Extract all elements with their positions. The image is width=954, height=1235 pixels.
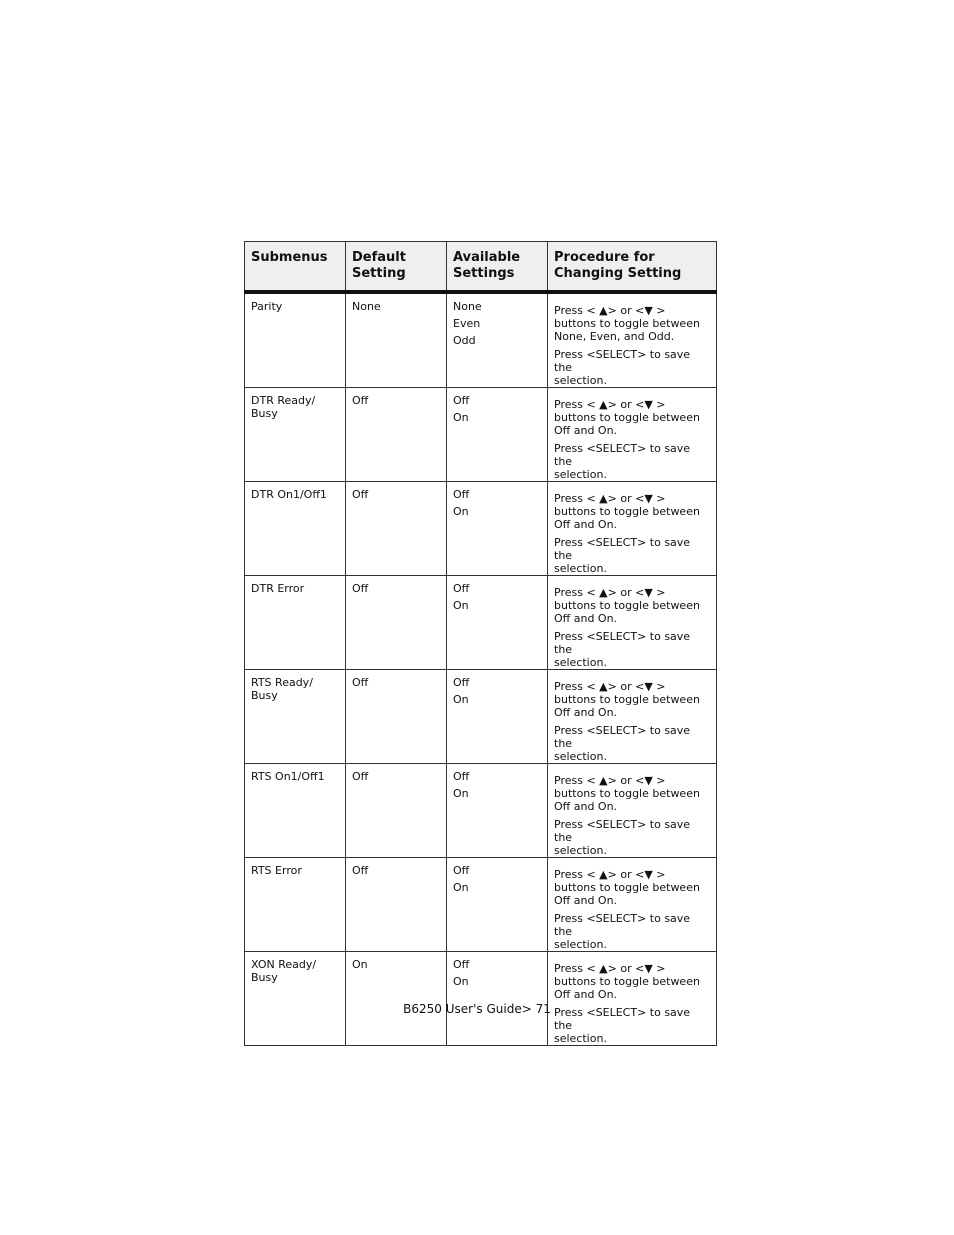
procedure-press-line: Press < ▲> or <▼ > <box>554 961 666 975</box>
default-setting-cell <box>346 292 447 388</box>
procedure-toggle-text: buttons to toggle between <box>554 974 700 988</box>
submenu-cell <box>245 951 346 1045</box>
procedure-press-line: Press < ▲> or <▼ > <box>554 303 666 317</box>
up-arrow-icon: ▲ <box>599 491 608 505</box>
table-row <box>245 669 717 763</box>
table-row <box>245 481 717 575</box>
submenu-cell <box>245 763 346 857</box>
available-option <box>453 710 541 727</box>
procedure-cell <box>548 575 717 669</box>
down-arrow-icon: ▼ <box>644 491 653 505</box>
submenu-name-cont: Busy <box>251 688 278 702</box>
default-setting-cell <box>346 763 447 857</box>
available-option <box>453 898 541 915</box>
available-option: Off <box>453 393 470 407</box>
default-setting-cell <box>346 387 447 481</box>
procedure-toggle-text: buttons to toggle between <box>554 504 700 518</box>
table-row <box>245 575 717 669</box>
submenu-name: XON Ready/ <box>251 957 317 971</box>
submenu-cell <box>245 575 346 669</box>
submenu-cell <box>245 481 346 575</box>
submenu-name: DTR Ready/ <box>251 393 316 407</box>
available-option <box>453 616 541 633</box>
default-value: Off <box>352 863 369 877</box>
available-option <box>453 522 541 539</box>
available-option: Off <box>453 957 470 971</box>
available-settings-cell <box>447 387 548 481</box>
up-arrow-icon: ▲ <box>599 679 608 693</box>
procedure-options-text: Off and On. <box>554 799 618 813</box>
available-option: On <box>453 974 469 988</box>
procedure-save-text: Press <SELECT> to save the selection. <box>554 535 691 575</box>
procedure-press-line: Press < ▲> or <▼ > <box>554 491 666 505</box>
procedure-cell <box>548 763 717 857</box>
available-option: On <box>453 692 469 706</box>
header-submenus: Submenus <box>245 242 346 292</box>
default-value: Off <box>352 675 369 689</box>
up-arrow-icon: ▲ <box>599 867 608 881</box>
up-arrow-icon: ▲ <box>599 961 608 975</box>
procedure-save-text: Press <SELECT> to save the selection. <box>554 911 691 951</box>
procedure-press-line: Press < ▲> or <▼ > <box>554 679 666 693</box>
down-arrow-icon: ▼ <box>644 867 653 881</box>
table-header <box>245 242 717 292</box>
available-settings-cell <box>447 292 548 388</box>
down-arrow-icon: ▼ <box>644 961 653 975</box>
available-settings-cell <box>447 481 548 575</box>
procedure-toggle-text: buttons to toggle between <box>554 598 700 612</box>
procedure-cell <box>548 669 717 763</box>
procedure-toggle-text: buttons to toggle between <box>554 692 700 706</box>
procedure-options-text: Off and On. <box>554 987 618 1001</box>
available-option: On <box>453 598 469 612</box>
procedure-options-text: Off and On. <box>554 611 618 625</box>
default-setting-cell <box>346 951 447 1045</box>
submenu-cell <box>245 292 346 388</box>
available-settings-cell <box>447 763 548 857</box>
header-procedure: Procedure for Changing Setting <box>548 242 717 292</box>
down-arrow-icon: ▼ <box>644 679 653 693</box>
default-value: Off <box>352 487 369 501</box>
procedure-toggle-text: buttons to toggle between <box>554 880 700 894</box>
available-option: On <box>453 504 469 518</box>
submenu-name: DTR On1/Off1 <box>251 487 327 501</box>
procedure-toggle-text: buttons to toggle between <box>554 316 700 330</box>
default-value: Off <box>352 393 369 407</box>
available-option: On <box>453 410 469 424</box>
default-setting-cell <box>346 669 447 763</box>
submenu-name: RTS On1/Off1 <box>251 769 325 783</box>
available-settings-cell <box>447 575 548 669</box>
available-option <box>453 428 541 445</box>
submenu-name-cont: Busy <box>251 406 278 420</box>
table-row <box>245 292 717 388</box>
procedure-toggle-text: buttons to toggle between <box>554 410 700 424</box>
procedure-save-text: Press <SELECT> to save the selection. <box>554 817 691 857</box>
table-row <box>245 763 717 857</box>
default-setting-cell <box>346 857 447 951</box>
default-value: None <box>352 299 381 313</box>
procedure-save-text: Press <SELECT> to save the selection. <box>554 441 691 481</box>
procedure-save-text: Press <SELECT> to save the selection. <box>554 347 691 387</box>
procedure-save-text: Press <SELECT> to save the selection. <box>554 723 691 763</box>
procedure-cell <box>548 951 717 1045</box>
submenu-name: Parity <box>251 299 283 313</box>
procedure-options-text: Off and On. <box>554 705 618 719</box>
table-row <box>245 857 717 951</box>
down-arrow-icon: ▼ <box>644 585 653 599</box>
procedure-cell <box>548 481 717 575</box>
available-option: Off <box>453 487 470 501</box>
procedure-options-text: Off and On. <box>554 893 618 907</box>
default-value: Off <box>352 581 369 595</box>
available-option: None <box>453 299 482 313</box>
available-option: Odd <box>453 333 476 347</box>
available-option <box>453 804 541 821</box>
default-setting-cell <box>346 575 447 669</box>
procedure-press-line: Press < ▲> or <▼ > <box>554 585 666 599</box>
available-option: Off <box>453 581 470 595</box>
available-option: Off <box>453 675 470 689</box>
submenu-name-cont: Busy <box>251 970 278 984</box>
procedure-save-text: Press <SELECT> to save the selection. <box>554 1005 691 1045</box>
available-option: Off <box>453 863 470 877</box>
table-row <box>245 387 717 481</box>
submenu-name: RTS Ready/ <box>251 675 313 689</box>
available-option: On <box>453 786 469 800</box>
procedure-cell <box>548 292 717 388</box>
available-option: On <box>453 880 469 894</box>
available-option: Off <box>453 769 470 783</box>
procedure-toggle-text: buttons to toggle between <box>554 786 700 800</box>
header-available-settings: Available Settings <box>447 242 548 292</box>
down-arrow-icon: ▼ <box>644 397 653 411</box>
page-footer: B6250 User's Guide> 71 <box>403 1002 551 1016</box>
up-arrow-icon: ▲ <box>599 303 608 317</box>
table-body <box>245 292 717 1046</box>
available-settings-cell <box>447 951 548 1045</box>
submenu-cell <box>245 857 346 951</box>
settings-table <box>244 241 717 1046</box>
table-row <box>245 951 717 1045</box>
available-settings-cell <box>447 669 548 763</box>
default-value: On <box>352 957 368 971</box>
submenu-name: DTR Error <box>251 581 305 595</box>
procedure-options-text: Off and On. <box>554 423 618 437</box>
up-arrow-icon: ▲ <box>599 773 608 787</box>
procedure-press-line: Press < ▲> or <▼ > <box>554 773 666 787</box>
header-default-setting: Default Setting <box>346 242 447 292</box>
default-setting-cell <box>346 481 447 575</box>
submenu-cell <box>245 387 346 481</box>
procedure-options-text: Off and On. <box>554 517 618 531</box>
procedure-save-text: Press <SELECT> to save the selection. <box>554 629 691 669</box>
default-value: Off <box>352 769 369 783</box>
up-arrow-icon: ▲ <box>599 585 608 599</box>
submenu-name: RTS Error <box>251 863 302 877</box>
submenu-cell <box>245 669 346 763</box>
procedure-cell <box>548 387 717 481</box>
down-arrow-icon: ▼ <box>644 773 653 787</box>
procedure-cell <box>548 857 717 951</box>
procedure-press-line: Press < ▲> or <▼ > <box>554 867 666 881</box>
procedure-press-line: Press < ▲> or <▼ > <box>554 397 666 411</box>
procedure-options-text: None, Even, and Odd. <box>554 329 675 343</box>
available-settings-cell <box>447 857 548 951</box>
available-option: Even <box>453 316 481 330</box>
up-arrow-icon: ▲ <box>599 397 608 411</box>
down-arrow-icon: ▼ <box>644 303 653 317</box>
